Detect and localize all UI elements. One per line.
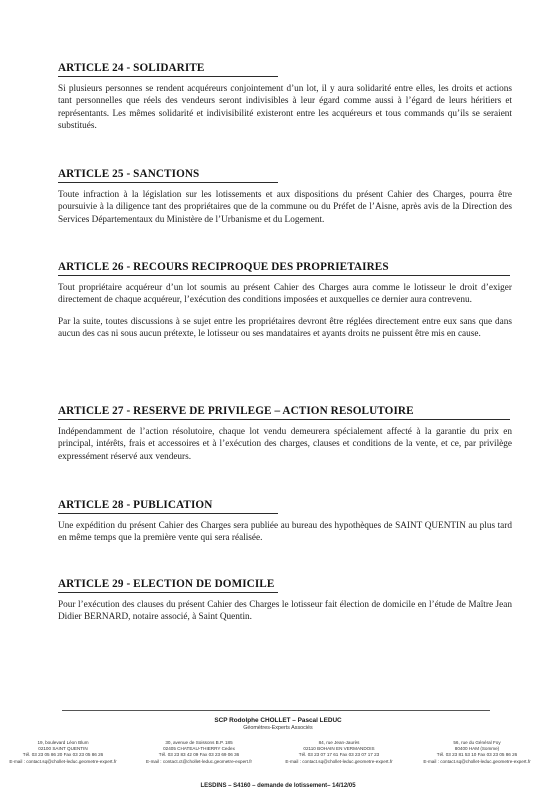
office-saint-quentin: [4, 740, 122, 765]
document-reference: LESDINS – S4160 – demande de lotissement– 14/12/05: [200, 783, 356, 789]
article-24: [58, 62, 512, 142]
article-paragraph: Par la suite, toutes discussions à se sujet entre les propriétaires devront être réglées directement entre eux sans que dans aucun des cas ni sous aucun prétexte, le lotisseur ou ses mandataires et ayants droits ne puissent être mis en cause.: [58, 316, 512, 340]
article-25: [58, 168, 512, 235]
article-29: [58, 578, 512, 633]
office-address: 84, rue Jean-Jaurès: [318, 740, 360, 745]
office-email: E-mail : contact.ct@chollet-leduc.geometre-expert.fr: [145, 758, 253, 764]
article-paragraph: Tout propriétaire acquéreur d’un lot soumis au présent Cahier des Charges aura comme le lotisseur le droit d’exiger directement de chaque acquéreur, l’exécution des conditions imposées et auxquelles ce dernier aura contrevenu.: [58, 283, 512, 306]
article-paragraph: Pour l’exécution des clauses du présent Cahier des Charges le lotisseur fait élection de domicile en l’étude de Maître Jean Didier BERNARD, notaire associé, à Saint Quentin.: [58, 600, 512, 623]
office-city: 80400 HAM (Somme): [454, 746, 500, 752]
firm-name: SCP Rodolphe CHOLLET – Pascal LEDUC: [214, 717, 342, 724]
article-heading: ARTICLE 29 - ELECTION DE DOMICILE: [58, 578, 278, 593]
office-phone: Tél. 03 23 07 17 61 Fax 03 23 07 17 23: [298, 752, 380, 758]
office-city: 02405 CHATEAU-THIERRY Cedex: [163, 746, 235, 752]
office-email: E-mail : contact.sq@chollet-leduc.geometre-expert.fr: [285, 758, 393, 764]
article-paragraph: Indépendamment de l’action résolutoire, chaque lot vendu demeurera spécialement affecté à la garantie du prix en principal, intérêts, frais et accessoires et à l’exécution des charges, clauses et conditions de la vente, et ce, par privilège expressément réservé aux vendeurs.: [58, 427, 512, 462]
article-paragraph: Si plusieurs personnes se rendent acquéreurs conjointement d’un lot, il y aura solidarité entre elles, les droits et actions tant personnelles que réels des vendeurs seront indivisibles à leur égard comme aussi à l’égard de leurs héritiers et représentants. Les mêmes solidarité et indivisibilité existeront entre les acquéreurs et tous commands qu’ils se seraient substitués.: [58, 84, 512, 132]
office-email: E-mail : contact.sq@chollet-leduc.geometre-expert.fr: [423, 758, 531, 764]
office-ham: [418, 740, 536, 765]
footer-divider: [62, 710, 490, 711]
article-27: [58, 405, 512, 472]
office-bohain: [280, 740, 398, 765]
firm-subtitle: Géomètres-Experts Associés: [243, 725, 313, 731]
office-city: 02100 SAINT QUENTIN: [38, 746, 88, 752]
article-heading: ARTICLE 24 - SOLIDARITE: [58, 62, 278, 77]
article-paragraph: Une expédition du présent Cahier des Charges sera publiée au bureau des hypothèques de SAINT QUENTIN au plus tard en même temps que la première vente qui sera réalisée.: [58, 521, 512, 544]
office-phone: Tél. 03 23 05 86 20 Fax 03 23 05 86 26: [22, 752, 104, 758]
office-address: 30, avenue de Soissons B.P. 185: [165, 740, 233, 745]
office-address: 56, rue du Général Foy: [453, 740, 501, 745]
office-phone: Tél. 03 23 83 42 09 Fax 03 23 69 06 36: [158, 752, 240, 758]
office-phone: Tél. 03 23 81 53 10 Fax 03 23 05 86 26: [436, 752, 518, 758]
article-heading: ARTICLE 27 - RESERVE DE PRIVILEGE – ACTION RESOLUTOIRE: [58, 405, 510, 420]
article-28: [58, 499, 512, 554]
office-chateau-thierry: [140, 740, 258, 765]
article-heading: ARTICLE 28 - PUBLICATION: [58, 499, 278, 514]
office-address: 19, boulevard Léon Blum: [37, 740, 89, 745]
article-heading: ARTICLE 26 - RECOURS RECIPROQUE DES PROPRIETAIRES: [58, 261, 510, 276]
office-city: 02110 BOHAIN EN VERMANDOIS: [303, 746, 375, 752]
article-26: [58, 261, 512, 350]
article-paragraph: Toute infraction à la législation sur les lotissements et aux dispositions du présent Cahier des Charges, pourra être poursuivie à la diligence tant des propriétaires que de la commune ou du Préfet de l’Aisne, après avis de la Direction des Services Départementaux du Ministère de l’Urbanisme et du Logement.: [58, 190, 512, 225]
article-heading: ARTICLE 25 - SANCTIONS: [58, 168, 278, 183]
office-email: E-mail : contact.sq@chollet-leduc.geometre-expert.fr: [9, 758, 117, 764]
